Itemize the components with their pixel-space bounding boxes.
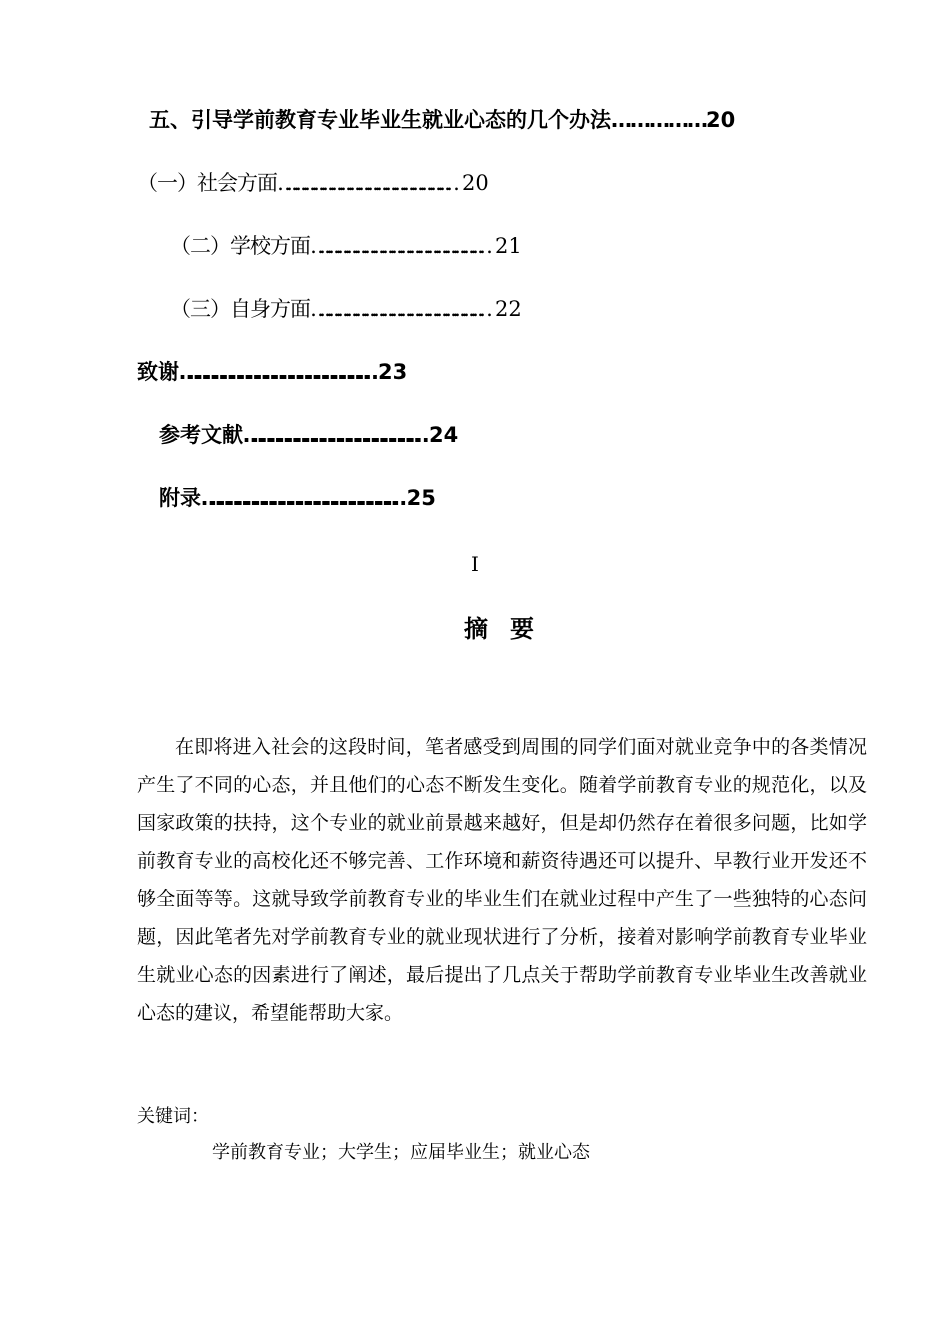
toc-entry-title: 附录 <box>159 486 201 510</box>
toc-entry-references[interactable] <box>159 423 458 447</box>
toc-page-number: 24 <box>429 423 459 447</box>
toc-leader-dots: ………………………………………………………… <box>201 486 395 510</box>
toc-leader-dots: ………………………………………………… <box>277 171 448 195</box>
toc-leader-dots: ………………………………………………… <box>310 234 481 258</box>
toc-leader-dots: …………………………………………………… <box>243 423 418 447</box>
abstract-body: 在即将进入社会的这段时间，笔者感受到周围的同学们面对就业竞争中的各类情况产生了不同的心态，并且他们的心态不断发生变化。随着学前教育专业的规范化，以及国家政策的扶持，这个专业的就业前景越来越好，但是却仍然存在着很多问题，比如学前教育专业的高校化还不够完善、工作环境和薪资待遇还可以提升、早教行业开发还不够全面等等。这就导致学前教育专业的毕业生们在就业过程中产生了一些独特的心态问题，因此笔者先对学前教育专业的就业现状进行了分析，接着对影响学前教育专业毕业生就业心态的因素进行了阐述，最后提出了几点关于帮助学前教育专业毕业生改善就业心态的建议，希望能帮助大家。 <box>137 736 867 1024</box>
toc-entry-title: （一）社会方面 <box>137 171 277 195</box>
toc-entry-title: 参考文献 <box>159 423 243 447</box>
toc-entry-title: （二）学校方面 <box>170 234 310 258</box>
toc-page-number: 25 <box>406 486 436 510</box>
toc-leader-dots: ………………………………………………………… <box>179 360 366 384</box>
keywords-label: 关键词： <box>137 1106 209 1127</box>
abstract-title: 摘要 <box>464 615 556 643</box>
toc-entry-title: （三）自身方面 <box>170 297 310 321</box>
toc-page-number: 22 <box>495 297 522 321</box>
toc-entry-acknowledgement[interactable] <box>137 360 407 384</box>
toc-page-number: 20 <box>706 108 736 132</box>
keywords-list: 学前教育专业；大学生；应届毕业生；就业心态 <box>212 1142 590 1163</box>
page-number: I <box>471 552 479 576</box>
toc-entry-title: 致谢 <box>137 360 179 384</box>
toc-entry-self[interactable] <box>170 297 522 321</box>
toc-entry-appendix[interactable] <box>159 486 436 510</box>
toc-page-number: 21 <box>495 234 522 258</box>
toc-leader-dots: ………………………………………………… <box>310 297 481 321</box>
toc-page-number: 20 <box>462 171 489 195</box>
toc-entry-school[interactable] <box>170 234 522 258</box>
toc-entry-title: 五、引导学前教育专业毕业生就业心态的几个办法 <box>149 108 611 132</box>
toc-leader-dots: …………… <box>611 108 706 132</box>
toc-entry-society[interactable] <box>137 171 489 195</box>
toc-page-number: 23 <box>378 360 408 384</box>
toc-entry-section-five[interactable] <box>149 108 735 132</box>
